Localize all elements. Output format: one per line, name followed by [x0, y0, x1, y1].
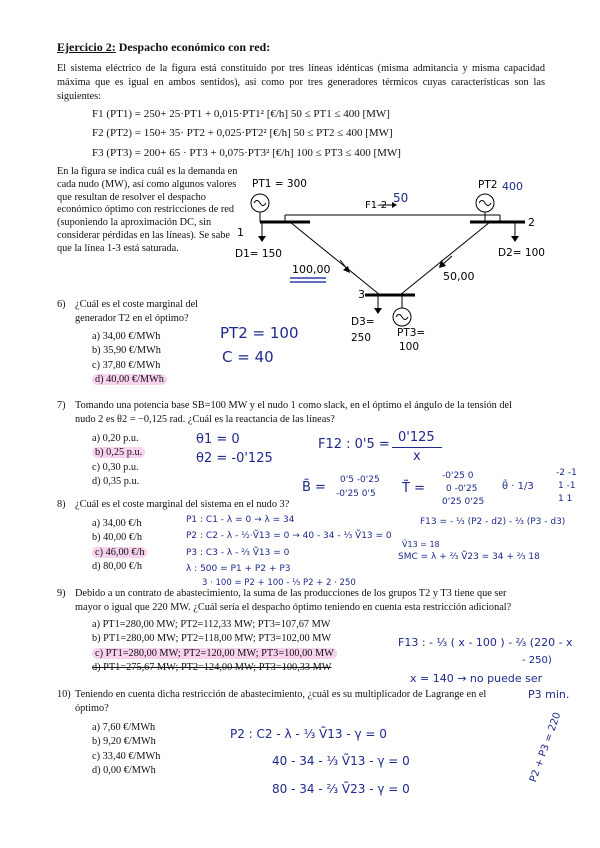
label-flow-23: 50,00: [443, 270, 475, 283]
hw-q7-t: T̃ =: [402, 481, 425, 496]
hw-q7-f12: F12 : 0'5 =: [318, 437, 390, 452]
option-9a[interactable]: a) PT1=280,00 MW; PT2=112,33 MW; PT3=107,67 MW: [92, 619, 331, 630]
option-6b[interactable]: b) 35,90 €/MWh: [92, 345, 161, 357]
hw-q8-p3: P3 : C3 - λ - ⅔ Ṽ13 = 0: [186, 548, 290, 558]
label-pt3-value: 100: [399, 341, 420, 353]
hw-q9-x: x = 140 → no puede ser: [410, 672, 543, 685]
hw-q7-t-row2: 0 -0'25: [446, 484, 478, 494]
hw-q7-theta2: θ2 = -0'125: [196, 451, 273, 466]
label-flow-13: 100,00: [292, 263, 331, 276]
option-6d[interactable]: d) 40,00 €/MWh: [92, 373, 167, 387]
option-10a[interactable]: a) 7,60 €/MWh: [92, 722, 156, 733]
hw-q8-p2: P2 : C2 - λ - ½·Ṽ13 = 0 → 40 - 34 - ⅓ Ṽ13 = 0: [186, 531, 392, 541]
intro-paragraph: El sistema eléctrico de la figura está constituido por tres líneas idénticas (misma admitancia y misma capacidad máxima que es igual en ambos sentidos), así como por tres generadores térmicos cuyas características son las siguientes:: [57, 63, 545, 102]
option-9b[interactable]: b) PT1=280,00 MW; PT2=118,00 MW; PT3=102,00 MW: [92, 633, 332, 645]
hw-q10-p2: P2 : C2 - λ - ⅓ Ṽ13 - γ = 0: [230, 727, 387, 741]
option-8a[interactable]: a) 34,00 €/h: [92, 518, 142, 529]
hw-q7-den: x: [413, 449, 421, 464]
question-7: 7) Tomando una potencia base SB=100 MW y el nudo 1 como slack, en el óptimo el ángulo de la tensión del nudo 2 es θ2 = −0,125 rad. ¿Cuál es la reactancia de las líneas?: [57, 400, 512, 425]
label-node-3: 3: [358, 288, 365, 301]
option-7c[interactable]: c) 0,30 p.u.: [92, 461, 139, 473]
option-10c[interactable]: c) 33,40 €/MWh: [92, 750, 161, 762]
question-6: 6) ¿Cuál es el coste marginal del generador T2 en el óptimo?: [57, 299, 199, 324]
hw-q8-f13: F13 = - ⅓ (P2 - d2) - ⅔ (P3 - d3): [420, 517, 566, 527]
option-9c[interactable]: c) PT1=280,00 MW; PT2=120,00 MW; PT3=100,00 MW: [92, 647, 337, 661]
page-title: Ejercicio 2: Despacho económico con red:: [57, 40, 271, 54]
line-1-3: [290, 222, 380, 295]
hw-f12-value: 50: [393, 191, 409, 205]
option-7d[interactable]: d) 0,35 p.u.: [92, 475, 140, 487]
cost-equation-3: F3 (PT3) = 200+ 65 · PT3 + 0,075·PT3² [€/h] 100 ≤ PT3 ≤ 400 [MW]: [92, 147, 401, 159]
hw-q9-p3min: P3 min.: [528, 688, 570, 701]
hw-q7-b-row1: 0'5 -0'25: [340, 475, 380, 485]
cost-equation-2: F2 (PT2) = 150+ 35· PT2 + 0,025·PT2² [€/h] 50 ≤ PT2 ≤ 400 [MW]: [92, 127, 393, 139]
hw-q8-v13: Ṽ13 = 18: [402, 540, 440, 549]
option-6a[interactable]: a) 34,00 €/MWh: [92, 331, 161, 342]
figure-description: En la figura se indica cuál es la demanda en cada nudo (MW), así como algunos valores que resultan de resolver el despacho económico óptimo con restricciones de red (suponiendo la aproximación DC, sin considerar pérdidas en las líneas). Se sabe que la línea 1-3 está saturada.: [57, 166, 238, 254]
load-1-arrow: [258, 236, 266, 242]
hw-q8-lambda: λ : 500 = P1 + P2 + P3: [186, 564, 291, 574]
hw-pt2-value: 400: [502, 180, 523, 193]
label-d3-value: 250: [351, 332, 372, 344]
option-7b[interactable]: b) 0,25 p.u.: [92, 446, 145, 460]
load-3-arrow: [374, 308, 382, 314]
hw-q6-pt2: PT2 = 100: [220, 324, 299, 342]
label-pt1: PT1 = 300: [252, 178, 307, 190]
option-8d[interactable]: d) 80,00 €/h: [92, 560, 143, 572]
option-7a[interactable]: a) 0,20 p.u.: [92, 433, 139, 444]
option-8c[interactable]: c) 46,00 €/h: [92, 546, 147, 560]
label-d2: D2= 100: [498, 247, 545, 259]
option-10d[interactable]: d) 0,00 €/MWh: [92, 764, 156, 776]
hw-q7-m-row3: 1 1: [558, 494, 573, 504]
label-node-1: 1: [237, 226, 244, 239]
question-8-options: [92, 517, 147, 574]
hw-q8-p1: P1 : C1 - λ = 0 → λ = 34: [186, 515, 295, 525]
label-pt2: PT2: [478, 179, 498, 191]
hw-q7-t-row1: -0'25 0: [442, 471, 474, 481]
hw-q7-num: 0'125: [398, 430, 435, 445]
hw-q8-smc: SMC = λ + ⅔ Ṽ23 = 34 + ⅔ 18: [398, 552, 540, 562]
hw-q7-t-row3: 0'25 0'25: [442, 497, 485, 507]
hw-q6-c: C = 40: [222, 348, 274, 366]
hw-q7-b-row2: -0'25 0'5: [336, 489, 376, 499]
hw-q8-sum: 3 · 100 = P2 + 100 - ⅓ P2 + 2 · 250: [202, 578, 356, 588]
question-9-options: [92, 618, 337, 675]
label-d1: D1= 150: [235, 248, 282, 260]
question-10: 10) Teniendo en cuenta dicha restricción de abastecimiento, ¿cuál es su multiplicador de Lagrange en el óptimo?: [57, 689, 487, 714]
hw-q7-theta-vec: θ̃ · 1/3: [502, 481, 534, 492]
hw-q10-eq2: 80 - 34 - ⅔ Ṽ23 - γ = 0: [272, 782, 410, 796]
question-10-options: [92, 721, 160, 778]
option-10b[interactable]: b) 9,20 €/MWh: [92, 736, 156, 748]
hw-q10-eq1: 40 - 34 - ⅓ Ṽ13 - γ = 0: [272, 754, 410, 768]
hw-q7-theta1: θ1 = 0: [196, 432, 240, 447]
option-6c[interactable]: c) 37,80 €/MWh: [92, 359, 161, 371]
hw-q7-m-row2: 1 -1: [558, 481, 576, 491]
cost-equation-1: F1 (PT1) = 250+ 25·PT1 + 0,015·PT1² [€/h] 50 ≤ PT1 ≤ 400 [MW]: [92, 108, 390, 120]
load-2-arrow: [511, 236, 519, 242]
label-pt3: PT3=: [397, 327, 426, 339]
hw-q7-b: B̃ =: [302, 480, 326, 495]
question-9: 9) Debido a un contrato de abastecimiento, la suma de las producciones de los grupos T2 y T3 tiene que ser mayor o igual que 220 MW. ¿Cuál sería el despacho óptimo teniendo en cuenta esta restricción adicional?: [57, 588, 512, 613]
label-node-2: 2: [528, 216, 535, 229]
hw-q10-sum: P2 + P3 = 220: [528, 711, 564, 784]
label-d3: D3=: [351, 316, 375, 328]
question-6-options: [92, 330, 167, 387]
option-9d[interactable]: d) PT1=275,67 MW; PT2=124,00 MW; PT3=100,33 MW: [92, 661, 332, 673]
hw-q7-m-row1: -2 -1: [556, 468, 577, 478]
hw-q9-f13: F13 : - ⅓ ( x - 100 ) - ⅔ (220 - x: [398, 636, 573, 649]
line-2-3: [400, 222, 490, 295]
hw-q9-f13-end: - 250): [522, 655, 552, 666]
label-f12: F1-2: [365, 200, 388, 211]
question-8: 8) ¿Cuál es el coste marginal del sistema en el nudo 3?: [57, 499, 290, 510]
option-8b[interactable]: b) 40,00 €/h: [92, 532, 143, 544]
question-7-options: [92, 432, 145, 489]
